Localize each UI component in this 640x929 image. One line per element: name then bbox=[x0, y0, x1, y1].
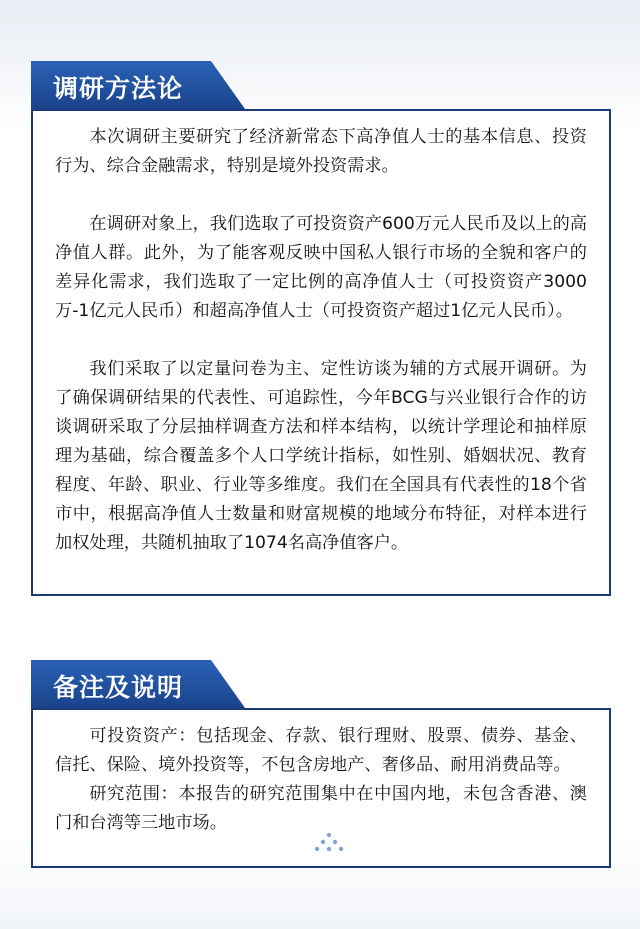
notes-title: 备注及说明 bbox=[53, 673, 184, 702]
notes-paragraph-2: 研究范围：本报告的研究范围集中在中国内地，未包含香港、澳门和台湾等三地市场。 bbox=[55, 784, 587, 833]
methodology-paragraph-1: 本次调研主要研究了经济新常态下高净值人士的基本信息、投资行为、综合金融需求，特别是境外投资需求。 bbox=[55, 127, 587, 176]
methodology-section bbox=[31, 61, 611, 596]
methodology-header-tab bbox=[31, 61, 245, 109]
decorative-dots-icon bbox=[311, 831, 347, 857]
methodology-content-box bbox=[31, 109, 611, 596]
methodology-paragraph-3: 我们采取了以定量问卷为主、定性访谈为辅的方式展开调研。为了确保调研结果的代表性、可追踪性，今年BCG与兴业银行合作的访谈调研采取了分层抽样调查方法和样本结构，以统计学理论和抽样原理为基础，综合覆盖多个人口学统计指标，如性别、婚姻状况、教育程度、年龄、职业、行业等多维度。我们在全国具有代表性的18个省市中，根据高净值人士数量和财富规模的地域分布特征，对样本进行加权处理，共随机抽取了1074名高净值客户。 bbox=[55, 359, 587, 553]
methodology-title: 调研方法论 bbox=[53, 74, 184, 103]
methodology-paragraph-2: 在调研对象上，我们选取了可投资资产600万元人民币及以上的高净值人群。此外，为了能客观反映中国私人银行市场的全貌和客户的差异化需求，我们选取了一定比例的高净值人士（可投资资产3000万-1亿元人民币）和超高净值人士（可投资资产超过1亿元人民币）。 bbox=[55, 214, 587, 321]
notes-paragraph-1: 可投资资产：包括现金、存款、银行理财、股票、债券、基金、信托、保险、境外投资等，不包含房地产、奢侈品、耐用消费品等。 bbox=[55, 726, 587, 775]
notes-header-tab bbox=[31, 660, 245, 708]
